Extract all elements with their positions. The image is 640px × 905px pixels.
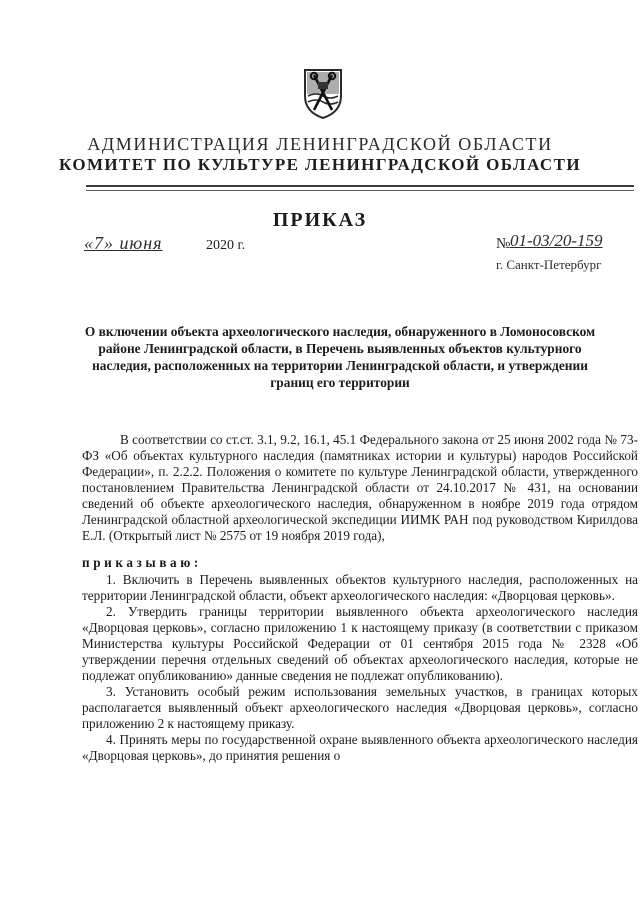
handwritten-order-number: 01-03/20-159 bbox=[510, 231, 603, 250]
date-year: 2020 г. bbox=[206, 238, 246, 253]
coat-of-arms-icon bbox=[302, 66, 344, 120]
header-divider-thin bbox=[86, 190, 634, 191]
handwritten-date: «7» июня bbox=[84, 233, 163, 253]
order-item-4: 4. Принять меры по государственной охране выявленного объекта археологического наследия «Дворцовая церковь», до принятия решения о bbox=[82, 732, 638, 763]
document-title: ПРИКАЗ bbox=[272, 209, 368, 231]
order-subject-heading: О включении объекта археологического наследия, обнаруженного в Ломоносовском районе Ленинградской области, в Перечень выявленных объектов культурного наследия, расположенных на территории Ленинградской области, и утверждении границ его территории bbox=[84, 324, 596, 390]
order-keyword: приказываю: bbox=[82, 555, 202, 570]
order-item-2: 2. Утвердить границы территории выявленного объекта археологического наследия «Дворцовая церковь», согласно приложению 1 к настоящему приказу (в соответствии с приказом Министерства культуры Российской Федерации от 01 сентября 2015 года № 2328 «Об утверждении перечня отдельных сведений об объектах археологического наследия, которые не подлежат опубликованию» данные сведения не подлежат опубликованию). bbox=[82, 604, 638, 683]
organization-name: АДМИНИСТРАЦИЯ ЛЕНИНГРАДСКОЙ ОБЛАСТИ bbox=[87, 134, 553, 154]
order-item-1: 1. Включить в Перечень выявленных объектов культурного наследия, расположенных на территории Ленинградской области, объект археологического наследия: «Дворцовая церковь». bbox=[82, 572, 638, 603]
city: г. Санкт-Петербург bbox=[496, 257, 602, 272]
order-number-label: № bbox=[496, 236, 511, 252]
order-item-3: 3. Установить особый режим использования земельных участков, в границах которых располагается выявленный объект археологического наследия «Дворцовая церковь», согласно приложению 2 к настоящему приказу. bbox=[82, 684, 638, 731]
preamble-paragraph: В соответствии со ст.ст. 3.1, 9.2, 16.1, 45.1 Федерального закона от 25 июня 2002 года № 73-ФЗ «Об объектах культурного наследия (памятниках истории и культуры) народов Российской Федерации», п. 2.2.2. Положения о комитете по культуре Ленинградской области, утвержденного постановлением Правительства Ленинградской области от 24.10.2017 № 431, на основании сведений об объекте археологического наследия, обнаруженном в ноябре 2019 года отрядом Ленинградской областной археологической экспедиции ИИМК РАН под руководством Кирилдова Е.Л. (Открытый лист № 2575 от 19 ноября 2019 года), bbox=[82, 432, 638, 543]
document-body bbox=[82, 432, 638, 764]
header-divider bbox=[86, 185, 634, 187]
committee-name: КОМИТЕТ ПО КУЛЬТУРЕ ЛЕНИНГРАДСКОЙ ОБЛАСТИ bbox=[59, 155, 581, 174]
